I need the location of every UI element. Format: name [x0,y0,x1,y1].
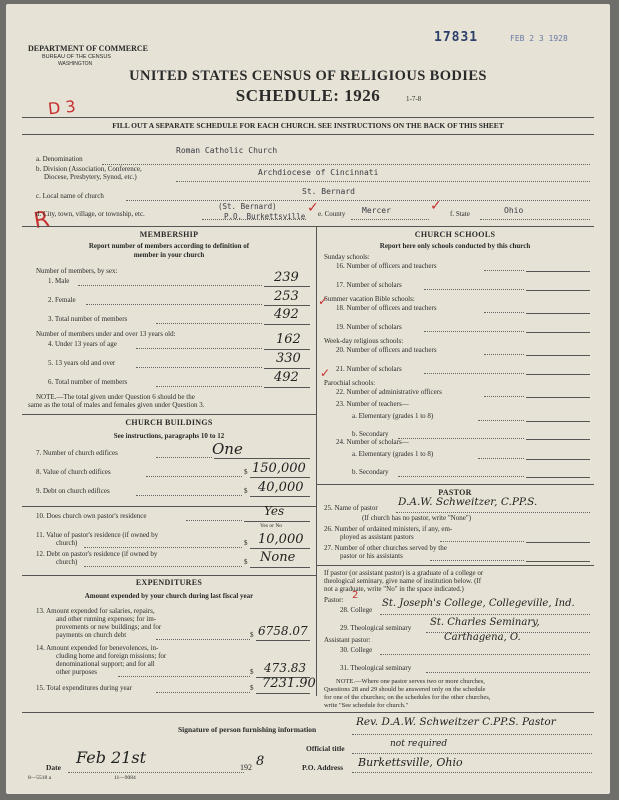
q13-label-3: provements or new buildings; and for [56,623,162,631]
schools-intro: Report here only schools conducted by this church [379,242,531,250]
q14-label-3: denominational support; and for all [56,660,155,668]
q29-label: 29. Theological seminary [340,624,412,632]
q30-label: 30. College [340,646,373,654]
q21-label: 21. Number of scholars [336,365,402,373]
q7-label: 7. Number of church edifices [36,449,118,457]
city-label: d. City, town, village, or township, etc. [36,210,145,218]
q7-answer: One [212,440,243,458]
q4-answer: 162 [276,332,301,347]
q19-label: 19. Number of scholars [336,323,402,331]
q11-answer: 10,000 [258,532,304,547]
q3-answer: 492 [274,307,299,322]
q15-dollar: $ [250,684,254,692]
po-address-value: Burkettsville, Ohio [358,756,463,769]
q14-label-4: other purposes [56,668,98,676]
pastor-note-4: write "See schedule for church." [324,702,409,709]
q17-label: 17. Number of scholars [336,281,402,289]
q6-answer: 492 [274,370,299,385]
bureau-city: WASHINGTON [58,61,93,67]
q5-label: 5. 13 years old and over [48,359,116,367]
q28-label: 28. College [340,606,373,614]
serial-number: 17831 [434,30,479,45]
check-mark-total-2: ✓ [320,366,331,380]
q13-answer: 6758.07 [258,624,308,638]
q9-dollar: $ [244,487,248,495]
q26-label: 26. Number of ordained ministers, if any, em- [324,525,453,533]
q23b-label: b. Secondary [352,430,389,438]
membership-intro-2: member in your church [133,251,205,259]
q12-dollar: $ [244,558,248,566]
form-code: 1-7-8 [406,95,422,103]
pastor-note-2: Questions 28 and 29 should be answered only on the schedule [324,686,486,693]
graduate-note-2: theological seminary, give name of institution below. (If [324,577,482,585]
date-label: Date [46,763,61,772]
q27-label: 27. Number of other churches served by the [324,544,447,552]
city-value-po: P.O. Burkettsville [224,212,306,221]
schools-title: CHURCH SCHOOLS [414,230,496,239]
form-number: 8—5518 a [28,775,52,781]
q26-label-2: ployed as assistant pastors [340,533,414,541]
q11-dollar: $ [244,539,248,547]
membership-intro: Report number of members according to definition of [88,242,250,250]
city-value: (St. Bernard) [218,202,277,211]
division-label-2: Diocese, Presbytery, Synod, etc.) [44,173,137,181]
parochial-schools-label: Parochial schools: [324,379,376,387]
expenditures-intro: Amount expended by your church during last fiscal year [84,592,254,600]
expenditures-title: EXPENDITURES [135,578,203,587]
signature-label: Signature of person furnishing information [178,725,317,734]
buildings-intro: See instructions, paragraphs 10 to 12 [113,432,225,440]
year-prefix: 192 [240,763,252,772]
q8-dollar: $ [244,468,248,476]
q4-label: 4. Under 13 years of age [48,340,117,348]
membership-note: NOTE.—The total given under Question 6 should be the [36,393,195,401]
instruction-line: FILL OUT A SEPARATE SCHEDULE FOR EACH CHURCH. SEE INSTRUCTIONS ON THE BACK OF THIS SHEET [112,121,504,130]
q6-label: 6. Total number of members [48,378,128,386]
red-mark-r: R [31,206,52,235]
sunday-schools-label: Sunday schools: [324,253,370,261]
q1-answer: 239 [274,270,299,285]
bureau-name: BUREAU OF THE CENSUS [42,54,111,60]
census-schedule-page [6,4,610,794]
q3-label: 3. Total number of members [48,315,128,323]
q29-answer: St. Charles Seminary, [430,617,540,628]
q20-label: 20. Number of officers and teachers [336,346,437,354]
q12-answer: None [260,550,296,565]
q2-answer: 253 [274,289,299,304]
q24a-label: a. Elementary (grades 1 to 8) [352,450,434,458]
summer-schools-label: Summer vacation Bible schools: [324,295,415,303]
q14-dollar: $ [250,668,254,676]
q9-answer: 40,000 [258,480,304,495]
pastor-label: Pastor: [324,596,344,604]
q25-label: 25. Name of pastor [324,504,378,512]
q1-label: 1. Male [48,277,70,285]
q8-label: 8. Value of church edifices [36,468,111,476]
pastor-note: NOTE.—Where one pastor serves two or more churches, [336,678,485,685]
check-mark-total: ✓ [318,294,329,308]
q15-answer: 7231.90 [262,676,316,691]
q22-label: 22. Number of administrative officers [336,388,442,396]
schedule-year: SCHEDULE: 1926 [235,86,381,105]
form-title: UNITED STATES CENSUS OF RELIGIOUS BODIES [129,68,487,84]
official-title-label: Official title [306,744,345,753]
red-mark-d3: D 3 [47,96,77,119]
q14-label: 14. Amount expended for benevolences, in- [36,644,159,652]
q13-dollar: $ [250,631,254,639]
q24-label: 24. Number of scholars— [336,438,409,446]
q27-label-2: pastor or his assistants [340,552,403,560]
graduate-note-3: not a graduate, write "No" in the space indicated.) [324,585,464,593]
q13-label-4: payments on church debt [56,631,127,639]
q13-label-2: and other running expenses; for im- [56,615,157,623]
buildings-title: CHURCH BUILDINGS [125,418,213,427]
q12-label-2: church) [56,558,78,566]
denomination-value: Roman Catholic Church [176,146,278,155]
local-name-value: St. Bernard [302,187,355,196]
members-by-sex-label: Number of members, by sex: [36,267,118,275]
q8-answer: 150,000 [252,461,306,476]
q23-label: 23. Number of teachers— [336,400,409,408]
check-mark-county: ✓ [430,198,442,214]
q10-answer: Yes [264,504,285,518]
pastor-note-3: for one of the churches; on the schedules for the other churches, [324,694,491,701]
local-name-label: c. Local name of church [36,192,104,200]
date-stamp: FEB 2 3 1928 [510,34,568,43]
q29-answer-2: Carthagena, O. [444,632,521,643]
q9-label: 9. Debt on church edifices [36,487,110,495]
q25-hint: (If church has no pastor, write "None") [362,514,472,522]
q13-label: 13. Amount expended for salaries, repairs, [36,607,155,615]
q16-label: 16. Number of officers and teachers [336,262,437,270]
red-mark-2: 2 [352,590,359,601]
pastor-title: PASTOR [438,488,472,497]
yes-no-hint: Yes or No [260,523,283,529]
weekday-schools-label: Week-day religious schools: [324,337,404,345]
form-number-2: 11—9084 [114,775,136,781]
check-mark-city: ✓ [307,200,319,216]
q14-answer: 473.83 [264,661,306,675]
county-label: e. County [318,210,346,218]
under-over-label: Number of members under and over 13 years old: [36,330,176,338]
q12-label: 12. Debt on pastor's residence (if owned by [36,550,158,558]
state-label: f. State [450,210,470,218]
department-name: DEPARTMENT OF COMMERCE [28,44,149,53]
signature-value: Rev. D.A.W. Schweitzer C.PP.S. Pastor [356,716,556,728]
date-value: Feb 21st [76,748,147,767]
membership-title: MEMBERSHIP [139,230,199,239]
q11-label-2: church) [56,539,78,547]
state-value: Ohio [504,206,524,215]
graduate-note: If pastor (or assistant pastor) is a graduate of a college or [324,569,484,577]
q10-label: 10. Does church own pastor's residence [36,512,147,520]
q23a-label: a. Elementary (grades 1 to 8) [352,412,434,420]
division-label: b. Division (Association, Conference, [36,165,142,173]
membership-note-2: same as the total of males and females given under Question 3. [28,401,205,409]
denomination-label: a. Denomination [36,155,83,163]
q15-label: 15. Total expenditures during year [36,684,132,692]
q14-label-2: cluding home and foreign missions; for [56,652,167,660]
q2-label: 2. Female [48,296,76,304]
q28-answer: St. Joseph's College, Collegeville, Ind. [382,598,575,609]
county-value: Mercer [362,206,391,215]
q24b-label: b. Secondary [352,468,389,476]
division-value: Archdiocese of Cincinnati [258,168,379,177]
q11-label: 11. Value of pastor's residence (if owned by [36,531,159,539]
year-digit: 8 [256,754,265,769]
q25-answer: D.A.W. Schweitzer, C.PP.S. [398,496,538,508]
official-title-value: not required [390,739,448,749]
q31-label: 31. Theological seminary [340,664,412,672]
assistant-pastor-label: Assistant pastor: [324,636,371,644]
po-address-label: P.O. Address [302,763,344,772]
q5-answer: 330 [276,351,301,366]
q18-label: 18. Number of officers and teachers [336,304,437,312]
